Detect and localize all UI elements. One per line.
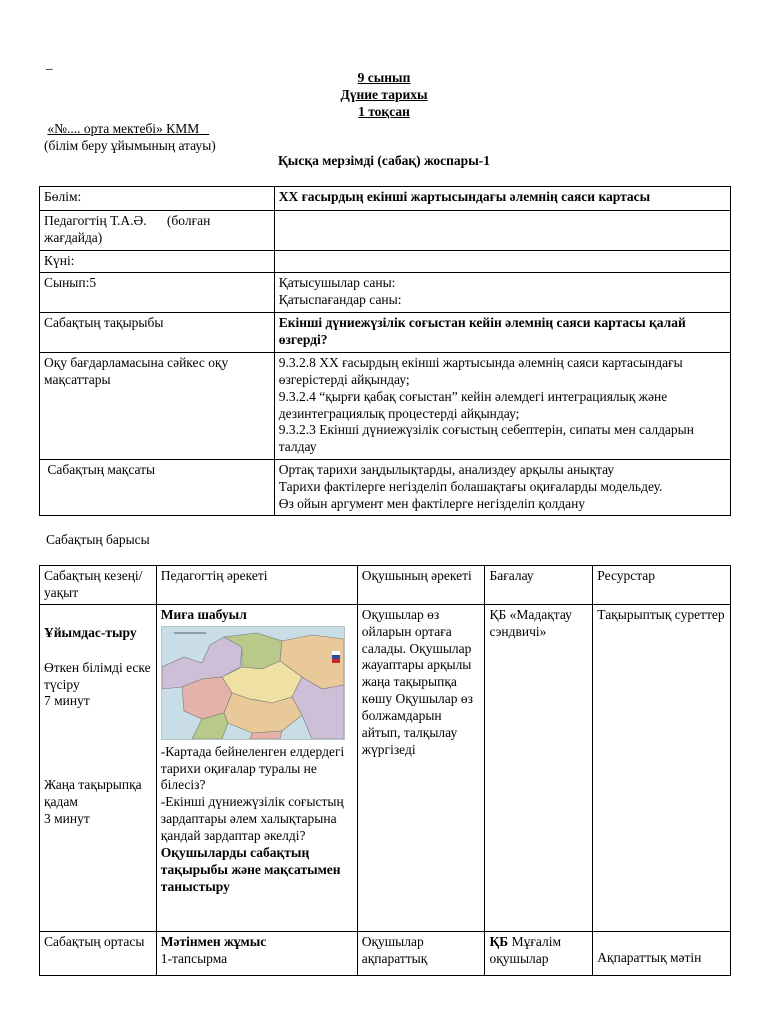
info-row-goals: [40, 459, 731, 515]
top-mark: _: [46, 56, 53, 71]
school-name: «№.... орта мектебі» КММ: [47, 121, 200, 136]
objective-item: 9.3.2.4 “қырғи қабақ соғыстан” кейін әлемдегі интеграциялық және дезинтеграциялық процестерді айқындау;: [278, 388, 668, 421]
stage-time-1: 7 минут: [44, 693, 90, 709]
info-row-section: [40, 187, 731, 211]
teacher-action-middle: [156, 931, 357, 975]
header-student: Оқушының әрекеті: [357, 566, 485, 605]
header-resources: Ресурстар: [593, 566, 731, 605]
section-label: Бөлім:: [40, 187, 275, 211]
attendance-cell: [274, 272, 730, 312]
info-row-objectives: [40, 352, 731, 459]
teacher-label: Педагогтің Т.А.Ә. (болған жағдайда): [40, 211, 275, 251]
progress-row-middle: [40, 931, 731, 975]
grade-heading: 9 сынып: [357, 70, 411, 85]
stage-time-2: 3 минут: [44, 811, 90, 826]
brainstorm-title: Миға шабуыл: [160, 606, 247, 622]
topic-value: Екінші дүниежүзілік соғыстан кейін әлемнің саяси картасы қалай өзгерді?: [274, 312, 730, 352]
class-label: Сынып:5: [40, 272, 275, 312]
task-1: 1-тапсырма: [160, 950, 228, 966]
europe-map-svg: [162, 627, 344, 739]
stage-sub-1: Өткен білімді еске түсіру: [44, 659, 151, 692]
info-row-topic: [40, 312, 731, 352]
goal-item: Өз ойын аргумент мен фактілерге негізделіп қолдану: [278, 495, 586, 511]
intro-task: Оқушыларды сабақтың тақырыбы және мақсатымен таныстыру: [160, 844, 341, 894]
assessment-cell: ҚБ «Мадақтау сэндвичі»: [485, 604, 593, 931]
stage-cell: [40, 604, 157, 931]
question-2: -Екінші дүниежүзілік соғыстың зардаптары әлем халықтарына қандай зардаптар әкелді?: [160, 794, 344, 843]
objectives-cell: [274, 352, 730, 459]
assessment-middle: ҚБ Мұғалім оқушылар: [485, 931, 593, 975]
absent-label: Қатыспағандар саны:: [278, 291, 402, 307]
present-label: Қатысушылар саны:: [278, 274, 396, 290]
goal-item: Ортақ тарихи заңдылықтарды, анализдеу арқылы анықтау: [278, 461, 615, 477]
school-block: [44, 121, 216, 155]
text-work-title: Мәтінмен жұмыс: [160, 933, 267, 949]
quarter-heading: 1 тоқсан: [358, 104, 410, 119]
progress-row-organize: [40, 604, 731, 931]
stage-middle: Сабақтың ортасы: [40, 931, 157, 975]
teacher-value: [274, 211, 730, 251]
student-action-middle: Оқушылар ақпараттық: [357, 931, 485, 975]
info-row-class: [40, 272, 731, 312]
objective-item: 9.3.2.8 XX ғасырдың екінші жартысында әлемнің саяси картасындағы өзгерістерді айқындау;: [278, 354, 683, 387]
objective-item: 9.3.2.3 Екінші дүниежүзілік соғыстың себептерін, сипаты мен салдарын талдау: [278, 422, 694, 455]
goal-item: Тарихи фактілерге негізделіп болашақтағы оқиғаларды модельдеу.: [278, 478, 663, 494]
goal-label: Сабақтың мақсаты: [40, 459, 275, 515]
objectives-label: Оқу бағдарламасына сәйкес оқу мақсаттары: [40, 352, 275, 459]
resources-middle: Ақпараттық мәтін: [593, 931, 731, 975]
student-action-cell: Оқушылар өз ойларын ортаға салады. Оқушылар жауаптары арқылы жаңа тақырыпқа көшу Оқушылар өз болжамдарын айтып, талқылау жүргізеді: [357, 604, 485, 931]
header-stage: Сабақтың кезеңі/ уақыт: [40, 566, 157, 605]
info-row-date: [40, 251, 731, 273]
date-label: Күні:: [40, 251, 275, 273]
school-note: (білім беру ұйымының атауы): [44, 137, 216, 153]
progress-header-row: [40, 566, 731, 605]
europe-map-image: [161, 626, 345, 740]
goals-cell: [274, 459, 730, 515]
stage-title: Ұйымдас-тыру: [44, 624, 137, 640]
info-row-teacher: [40, 211, 731, 251]
question-1: -Картада бейнеленген елдердегі тарихи оқиғалар туралы не білесіз?: [160, 743, 345, 793]
topic-label: Сабақтың тақырыбы: [40, 312, 275, 352]
progress-table: [39, 565, 731, 976]
info-table: [39, 186, 731, 516]
teacher-action-cell: [156, 604, 357, 931]
header-teacher: Педагогтің әрекеті: [156, 566, 357, 605]
progress-label: Сабақтың барысы: [46, 532, 150, 547]
date-value: [274, 251, 730, 273]
subject-heading: Дүние тарихы: [340, 87, 428, 102]
stage-sub-2: Жаңа тақырыпқа қадам: [44, 777, 142, 810]
plan-title: Қысқа мерзімді (сабақ) жоспары-1: [278, 153, 490, 168]
section-value: XX ғасырдың екінші жартысындағы әлемнің саяси картасы: [274, 187, 730, 211]
resources-cell: Тақырыптық суреттер: [593, 604, 731, 931]
header-assessment: Бағалау: [485, 566, 593, 605]
